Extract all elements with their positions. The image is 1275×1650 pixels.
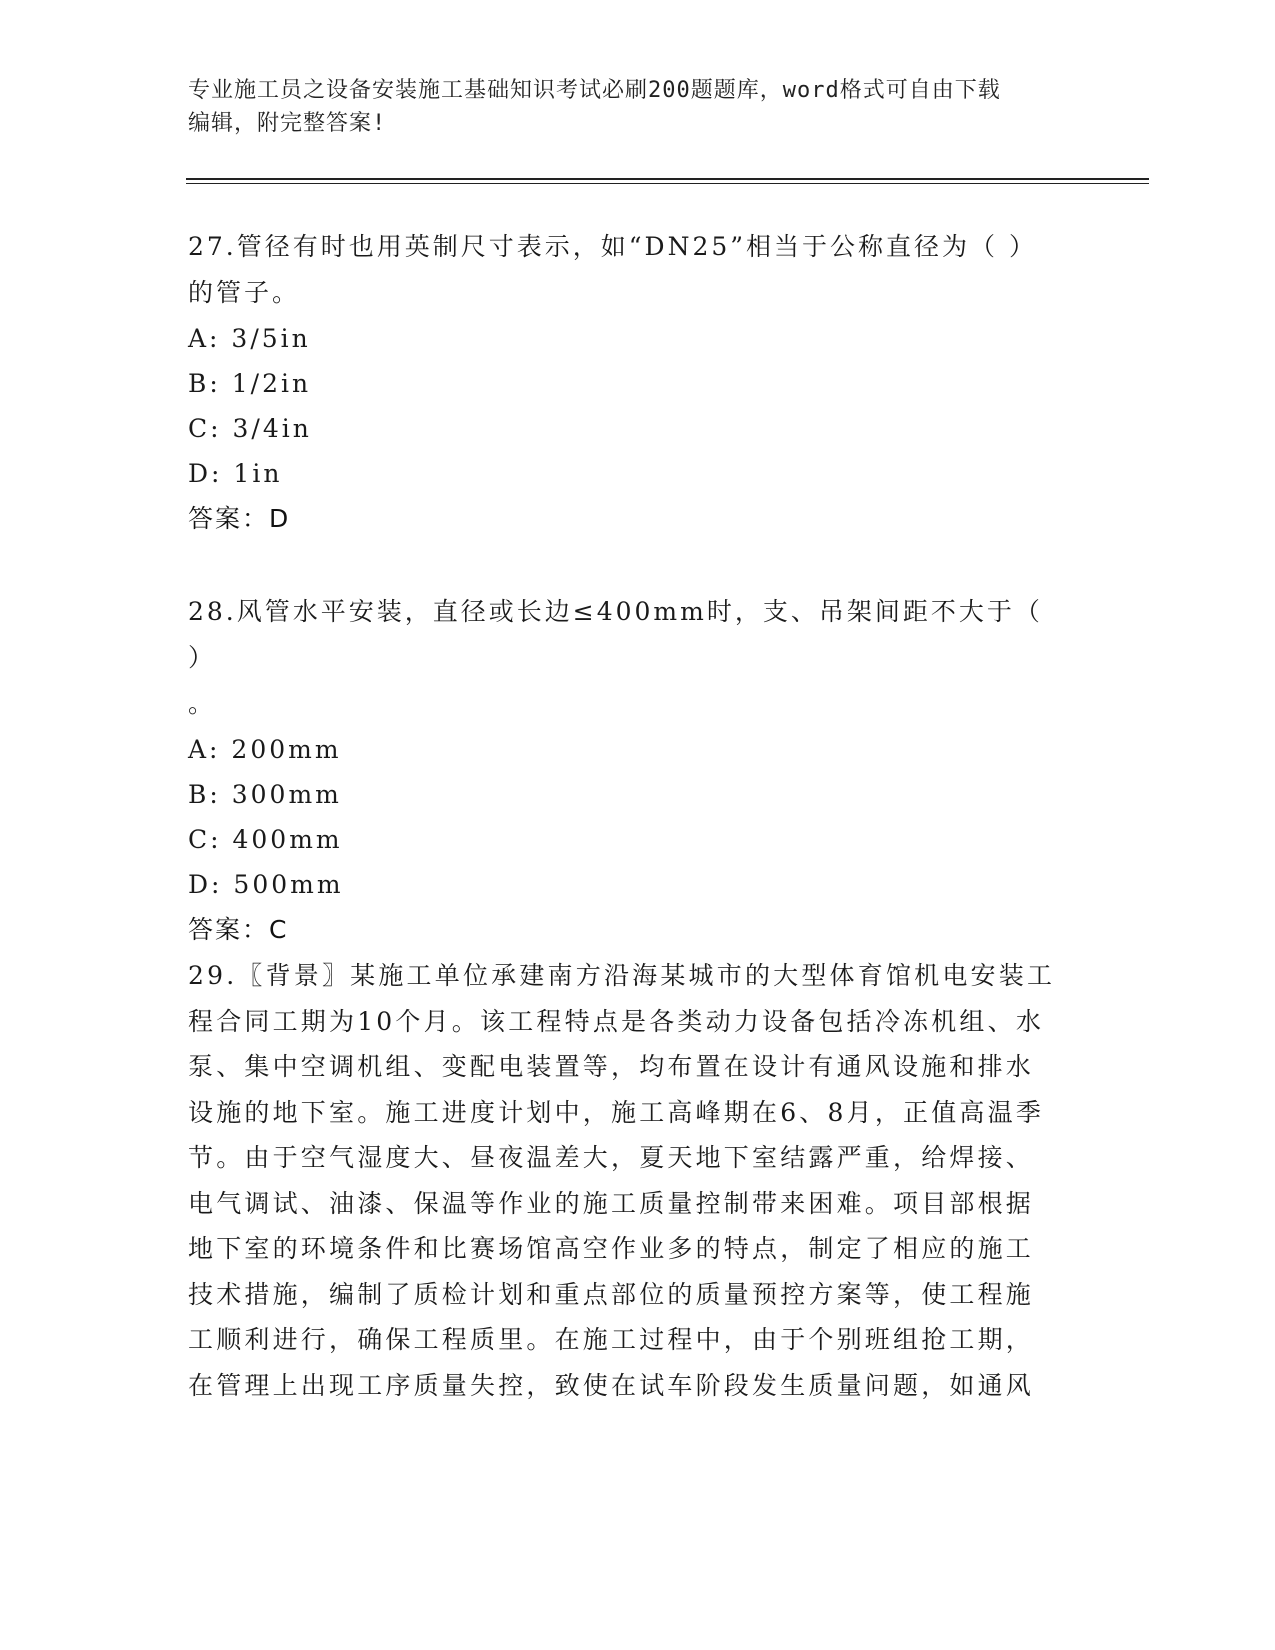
option-c: C: 3/4in	[188, 414, 312, 443]
answer-line: 答案：D	[188, 504, 291, 533]
option-b: B: 300mm	[188, 780, 342, 809]
question-29	[188, 953, 1068, 1408]
question-stem-line2: 的管子。	[188, 278, 301, 307]
answer-line: 答案：C	[188, 915, 289, 944]
question-29-line: 设施的地下室。施工进度计划中，施工高峰期在6、8月，正值高温季	[188, 1097, 1045, 1127]
option-d: D: 500mm	[188, 870, 344, 899]
option-a: A: 3/5in	[188, 324, 311, 353]
header-title-line1: 专业施工员之设备安装施工基础知识考试必刷200题题库，word格式可自由下载	[188, 78, 1001, 103]
header-divider-thin	[186, 183, 1149, 184]
question-27	[188, 224, 1068, 542]
question-29-line: 泵、集中空调机组、变配电装置等，均布置在设计有通风设施和排水	[188, 1052, 1035, 1081]
question-29-line: 程合同工期为10个月。该工程特点是各类动力设备包括冷冻机组、水	[188, 1006, 1045, 1036]
question-29-line: 电气调试、油漆、保温等作业的施工质量控制带来困难。项目部根据	[188, 1188, 1035, 1218]
question-stem-line2: 。	[188, 689, 217, 718]
question-29-line: 技术措施，编制了质检计划和重点部位的质量预控方案等，使工程施	[188, 1279, 1035, 1309]
option-a: A: 200mm	[188, 735, 342, 764]
question-29-line: 工顺利进行，确保工程质里。在施工过程中，由于个别班组抢工期，	[188, 1325, 1035, 1354]
question-29-line: 地下室的环境条件和比赛场馆高空作业多的特点，制定了相应的施工	[188, 1234, 1035, 1263]
header-title-line2: 编辑，附完整答案!	[188, 111, 387, 136]
document-header	[188, 74, 1068, 140]
option-c: C: 400mm	[188, 825, 343, 854]
question-29-line: 在管理上出现工序质量失控，致使在试车阶段发生质量问题，如通风	[188, 1370, 1035, 1400]
option-d: D: 1in	[188, 459, 283, 488]
question-28	[188, 589, 1068, 953]
header-divider	[186, 178, 1149, 180]
question-stem-line1: 28.风管水平安装，直径或长边≤400mm时，支、吊架间距不大于（ ）	[188, 597, 1043, 672]
question-29-line: 29.〖背景〗某施工单位承建南方沿海某城市的大型体育馆机电安装工	[188, 961, 1056, 990]
question-stem-line1: 27.管径有时也用英制尺寸表示，如“DN25”相当于公称直径为（ ）	[188, 232, 1037, 261]
question-29-line: 节。由于空气湿度大、昼夜温差大，夏天地下室结露严重，给焊接、	[188, 1143, 1035, 1172]
option-b: B: 1/2in	[188, 369, 312, 398]
